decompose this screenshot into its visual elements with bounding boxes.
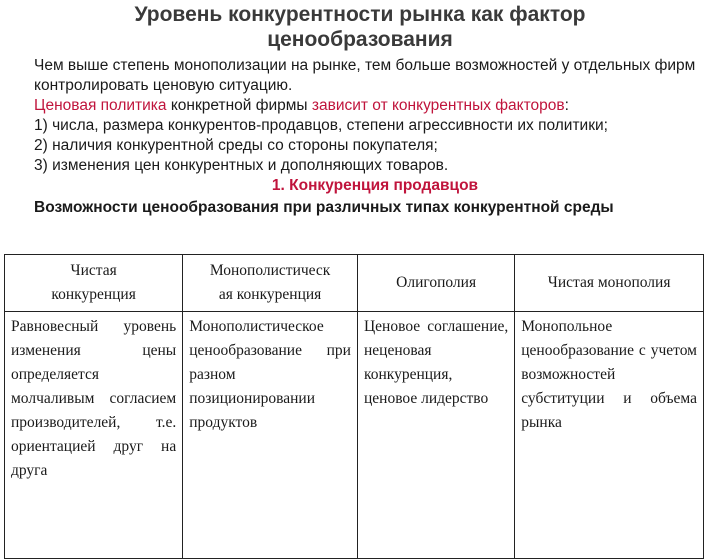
- cell-monopolistic-competition: Монополистическое ценообразование при разном позиционировании продуктов: [183, 312, 358, 559]
- competition-table: [4, 254, 704, 559]
- table-header-row: [5, 255, 704, 312]
- cell-pure-monopoly: Монопольное ценообразование с учетом возможностей субституции и объема рынка: [515, 312, 704, 559]
- policy-line: [4, 96, 716, 116]
- policy-term: Ценовая политика: [34, 97, 167, 114]
- section-subheading: 1. Конкуренция продавцов: [271, 177, 479, 194]
- cell-oligopoly: Ценовое соглашение, неценовая конкуренция, ценовое лидерство: [357, 312, 514, 559]
- table-heading: Возможности ценообразования при различных типах конкурентной среды: [34, 199, 614, 216]
- policy-colon: :: [564, 97, 569, 114]
- page-title: Уровень конкурентности рынка как фактор ценообразования: [134, 3, 586, 51]
- table-row: [5, 312, 704, 559]
- cell-pure-competition: Равновесный уровень изменения цены определяется молчаливым согласием производителей, т.е. ориентацией друг на друга: [5, 312, 183, 559]
- header-monopolistic-competition: Монополистическ ая конкуренция: [183, 255, 358, 312]
- header-oligopoly: Олигополия: [357, 255, 514, 312]
- intro-paragraph: Чем выше степень монополизации на рынке, тем больше возможностей у отдельных фирм контролировать ценовую ситуацию.: [34, 57, 696, 94]
- policy-middle: конкретной фирмы: [166, 97, 312, 114]
- header-pure-competition: Чистая конкуренция: [5, 255, 183, 312]
- text-block: [4, 56, 716, 218]
- list-item: 2) наличия конкурентной среды со стороны покупателя;: [34, 137, 438, 154]
- list-item: 3) изменения цен конкурентных и дополняющих товаров.: [34, 157, 449, 174]
- header-pure-monopoly: Чистая монополия: [515, 255, 704, 312]
- list-item: 1) числа, размера конкурентов-продавцов, степени агрессивности их политики;: [34, 117, 608, 134]
- policy-dependency: зависит от конкурентных факторов: [311, 97, 565, 114]
